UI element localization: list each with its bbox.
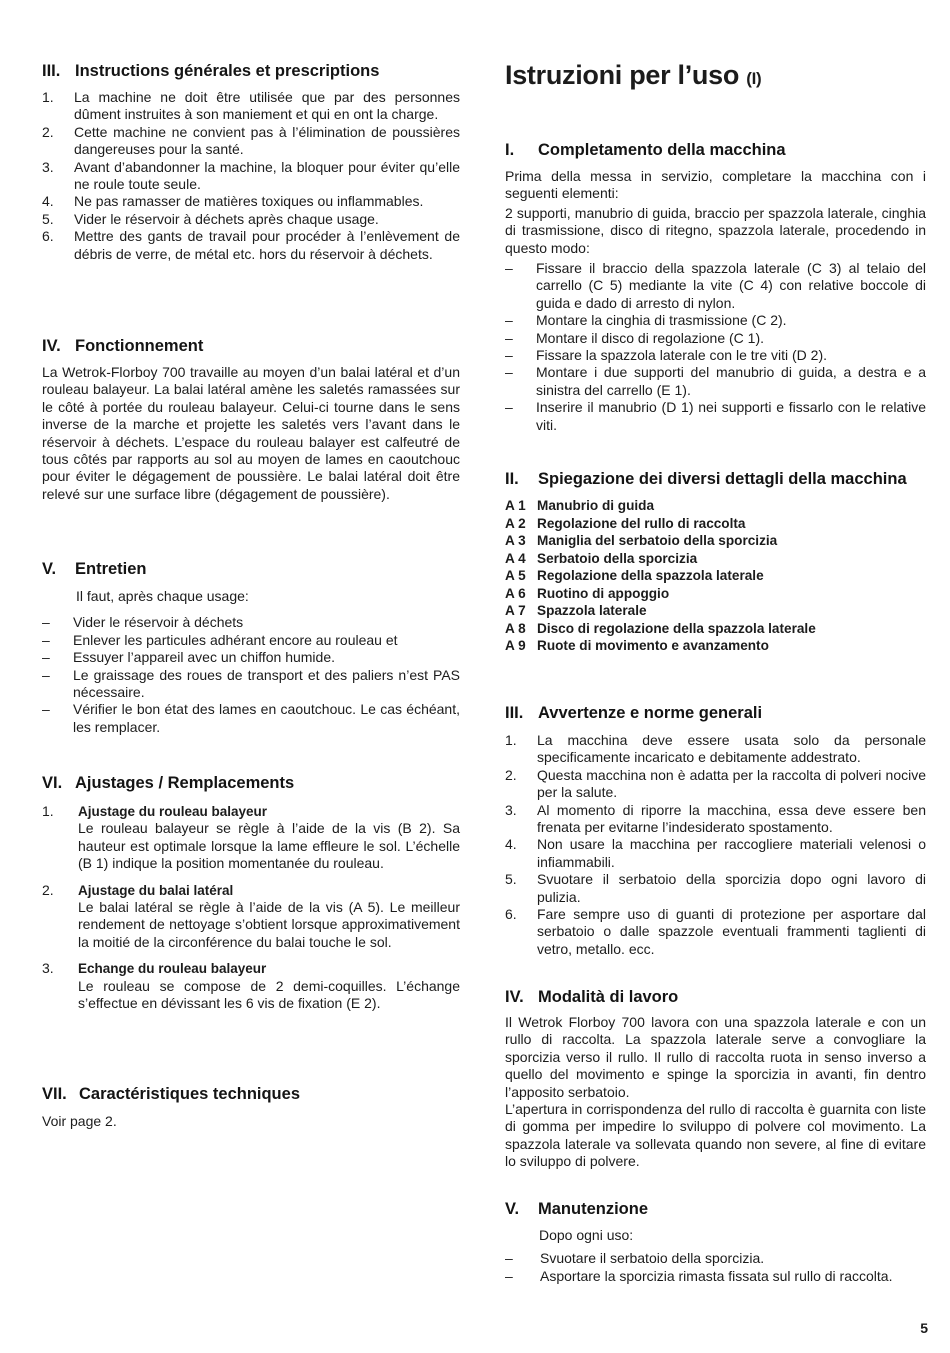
list-item: – Asportare la sporcizia rimasta fissata sul rullo di raccolta. (505, 1267, 893, 1284)
list-item: 5. Svuotare il serbatoio della sporcizia dopo ogni lavoro di pulizia. (505, 871, 926, 905)
page-title: Istruzioni per l’uso (I) (505, 60, 762, 90)
paragraph: L’apertura in corrispondenza del rullo di raccolta è guarnita con liste di gomma per impedire lo sviluppo di polvere col movimento. La spazzola laterale va sollevata quando non severe, al fine di evitare lo sviluppo di polvere. (505, 1101, 926, 1170)
paragraph: 2 supporti, manubrio di guida, braccio per spazzola laterale, cinghia di trasmissione, disco di ritegno, spazzola laterale, procedendo in questo modo: (505, 204, 926, 256)
list-item: – Inserire il manubrio (D 1) nei supporti e fissarlo con le relative viti. (505, 399, 926, 433)
paragraph: La Wetrok-Florboy 700 travaille au moyen d’un balai latéral et d’un rouleau balayeur. La balai latéral amène les saletés ramassées sur le côté à portée du rouleau balayeur. Celui-ci tourne dans le sens inverse de la marche et projette les saletés vers l’avant dans le réservoir à déchets. L’espace du rouleau balayer est calfeutré de tous côtés par rapports au sol au moyen de lames en caoutchouc pour éviter le dégagement de poussière. Le balai latéral doit être relevé sur une surface libre (dégagement de poussière). (42, 364, 460, 502)
section-heading: III. Instructions générales et prescriptions (42, 62, 380, 80)
section-it-1 (505, 139, 926, 434)
list-item: A 2 Regolazione del rullo di raccolta (505, 515, 746, 531)
dash-list (42, 614, 460, 736)
section-heading: I. Completamento della macchina (505, 141, 786, 159)
list-item: 2. Questa macchina non è adatta per la raccolta di polveri nocive per la salute. (505, 766, 926, 801)
list-item: A 4 Serbatoio della sporcizia (505, 550, 698, 566)
list-item: A 8 Disco di regolazione della spazzola laterale (505, 620, 816, 636)
list-item: 4. Ne pas ramasser de matières toxiques ou inflammables. (42, 193, 424, 210)
list-item: A 7 Spazzola laterale (505, 603, 647, 618)
list-item: – Le graissage des roues de transport et des paliers n’est PAS nécessaire. (42, 666, 460, 701)
list-item: 2. Cette machine ne convient pas à l’élimination de poussières dangereuses pour la santé. (42, 123, 460, 158)
list-item: A 5 Regolazione della spazzola laterale (505, 568, 764, 583)
list-item: – Montare la cinghia di trasmissione (C 2). (505, 312, 787, 329)
list-item: – Vérifier le bon état des lames en caoutchouc. Le cas échéant, les remplacer. (42, 701, 460, 735)
section-it-5 (505, 1198, 926, 1285)
section-it-3 (505, 702, 926, 958)
section-heading: V. Entretien (42, 560, 147, 578)
section-fr-4 (42, 335, 460, 503)
parts-legend (505, 497, 926, 655)
section-heading: IV. Fonctionnement (42, 337, 204, 355)
list-item: 2. Ajustage du balai latéral Le balai latéral se règle à l’aide de la vis (A 5). Le meilleur rendement de nettoyage s’obtient lorsque approximativement la moitié de la circonférence du balai touche le sol. (42, 881, 460, 950)
section-it-2 (505, 467, 926, 655)
list-item: – Essuyer l’appareil avec un chiffon humide. (42, 649, 336, 666)
numbered-list (42, 803, 460, 1012)
list-item: – Montare i due supporti del manubrio di guida, a destra e a sinistra del carrello (E 1). (505, 364, 926, 398)
section-heading: III. Avvertenze e norme generali (505, 704, 763, 722)
numbered-list (505, 732, 926, 958)
list-item: A 6 Ruotino di appoggio (505, 585, 670, 601)
numbered-list (42, 89, 460, 263)
list-item: 3. Echange du rouleau balayeur Le rouleau se compose de 2 demi-coquilles. L’échange s’effectue en dévissant les 6 vis de fixation (E 2). (42, 960, 460, 1012)
list-item: – Montare il disco di regolazione (C 1). (505, 329, 764, 346)
paragraph: Il Wetrok Florboy 700 lavora con una spazzola laterale e con un rullo di raccolta. La spazzola laterale serve a convogliare la sporcizia verso il rullo. Il rullo di raccolta ruota in senso inverso a quello del movimento e spinge la sporcizia in avanti, fin dentro l’apposito serbatoio. (505, 1014, 926, 1100)
section-it-4 (505, 986, 926, 1171)
list-item: A 9 Ruote di movimento e avanzamento (505, 638, 769, 653)
page-number: 5 (920, 1320, 928, 1336)
section-heading: V. Manutenzione (505, 1200, 648, 1218)
section-fr-3 (42, 60, 460, 263)
paragraph: Voir page 2. (42, 1113, 117, 1129)
dash-list (505, 1250, 926, 1285)
list-item: 3. Al momento di riporre la macchina, essa deve essere ben frenata per evitarne l’indesiderato spostamento. (505, 801, 926, 836)
section-heading: IV. Modalità di lavoro (505, 988, 679, 1006)
list-item: – Fissare il braccio della spazzola laterale (C 3) al telaio del carrello (C 5) mediante la vite (C 4) con relative boccole di guida e dado di arresto di nylon. (505, 260, 926, 311)
section-heading: II. Spiegazione dei diversi dettagli della macchina (505, 470, 907, 488)
list-item: A 1 Manubrio di guida (505, 498, 655, 513)
paragraph: Prima della messa in servizio, completare la macchina con i seguenti elementi: (505, 168, 926, 202)
section-fr-7 (42, 1083, 460, 1130)
paragraph: Dopo ogni uso: (539, 1227, 634, 1243)
list-item: 6. Mettre des gants de travail pour procéder à l’enlèvement de débris de verre, de métal etc. hors du réservoir à déchets. (42, 228, 460, 262)
list-item: 3. Avant d’abandonner la machine, la bloquer pour éviter qu’elle ne roule toute seule. (42, 158, 460, 193)
list-item: 6. Fare sempre uso di guanti di protezione per asportare dal serbatoio o dalle spazzole eventuali frammenti taglienti di vetro, metallo. ecc. (505, 906, 926, 957)
list-item: 5. Vider le réservoir à déchets après chaque usage. (42, 210, 379, 227)
paragraph: Il faut, après chaque usage: (76, 588, 249, 604)
section-heading: VI. Ajustages / Remplacements (42, 774, 295, 792)
list-item: A 3 Maniglia del serbatoio della sporcizia (505, 533, 778, 548)
list-item: – Svuotare il serbatoio della sporcizia. (505, 1250, 765, 1267)
section-heading: VII. Caractéristiques techniques (42, 1085, 300, 1103)
section-fr-6 (42, 772, 460, 1012)
list-item: – Vider le réservoir à déchets (42, 614, 244, 631)
dash-list (505, 260, 926, 434)
list-item: – Fissare la spazzola laterale con le tre viti (D 2). (505, 347, 827, 364)
list-item: 1. Ajustage du rouleau balayeur Le rouleau balayeur se règle à l’aide de la vis (B 2). Sa hauteur est optimale lorsque la lame effleure le sol. L’échelle (B 1) indique la position momentanée du rouleau. (42, 803, 460, 872)
list-item: 4. Non usare la macchina per raccogliere materiali velenosi o infiammabili. (505, 836, 926, 870)
list-item: 1. La macchina deve essere usata solo da personale specificamente incaricato e debitamente addestrato. (505, 732, 926, 766)
list-item: 1. La machine ne doit être utilisée que par des personnes dûment instruites à son maniement et qui en ont la charge. (42, 89, 460, 123)
list-item: – Enlever les particules adhérant encore au rouleau et (42, 631, 398, 648)
section-fr-5 (42, 558, 460, 736)
